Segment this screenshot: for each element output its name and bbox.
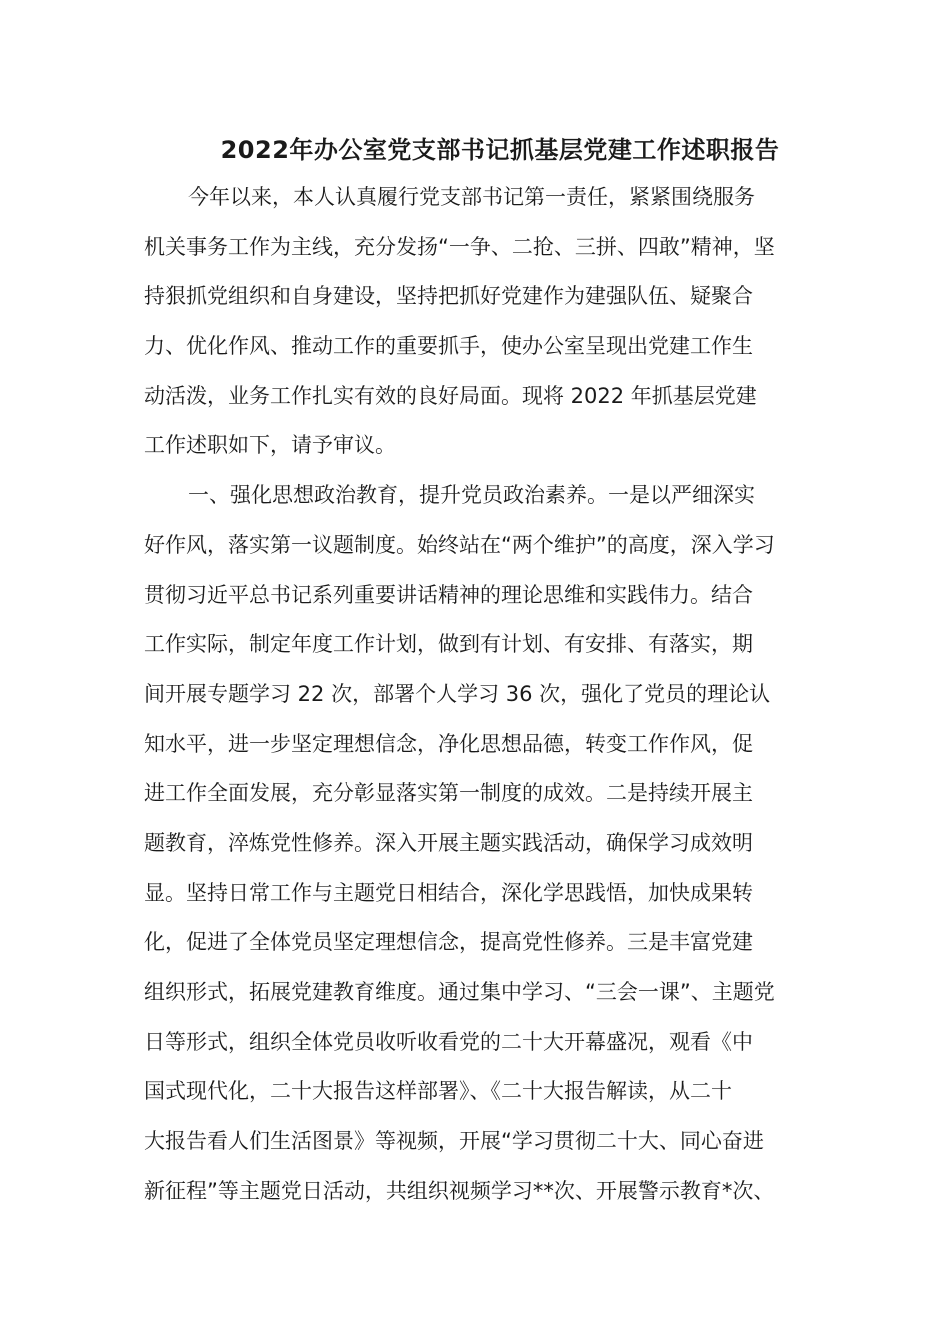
paragraph-line: 进工作全面发展，充分彰显落实第一制度的成效。二是持续开展主 — [144, 781, 753, 806]
document-title: 2022年办公室党支部书记抓基层党建工作述职报告 — [220, 136, 780, 164]
paragraph-line: 题教育，淬炼党性修养。深入开展主题实践活动，确保学习成效明 — [144, 830, 753, 855]
paragraph-line: 工作实际，制定年度工作计划，做到有计划、有安排、有落实，期 — [144, 632, 753, 657]
paragraph-line: 日等形式，组织全体党员收听收看党的二十大开幕盛况，观看《中 — [144, 1029, 753, 1054]
paragraph-line: 国式现代化，二十大报告这样部署》、《二十大报告解读，从二十 — [144, 1079, 732, 1104]
paragraph-line: 组织形式，拓展党建教育维度。通过集中学习、“三会一课”、主题党 — [144, 980, 775, 1004]
paragraph-line: 新征程”等主题党日活动，共组织视频学习**次、开展警示教育*次、 — [144, 1178, 775, 1203]
paragraph-line: 持狠抓党组织和自身建设，坚持把抓好党建作为建强队伍、疑聚合 — [144, 284, 753, 309]
paragraph-line: 一、强化思想政治教育，提升党员政治素养。一是以严细深实 — [188, 483, 755, 508]
paragraph-line: 力、优化作风、推动工作的重要抓手，使办公室呈现出党建工作生 — [144, 334, 753, 359]
paragraph-line: 今年以来，本人认真履行党支部书记第一责任，紧紧围绕服务 — [188, 185, 755, 209]
paragraph-line: 大报告看人们生活图景》等视频，开展“学习贯彻二十大、同心奋进 — [144, 1129, 764, 1154]
document-body — [144, 173, 834, 1216]
paragraph-line: 间开展专题学习 22 次，部署个人学习 36 次，强化了党员的理论认 — [144, 681, 771, 706]
paragraph-line: 显。坚持日常工作与主题党日相结合，深化学思践悟，加快成果转 — [144, 880, 753, 905]
paragraph-line: 机关事务工作为主线，充分发扬“一争、二抢、三拼、四敢”精神，坚 — [144, 234, 775, 259]
paragraph-line: 工作述职如下，请予审议。 — [144, 433, 396, 458]
paragraph-line: 知水平，进一步坚定理想信念，净化思想品德，转变工作作风，促 — [144, 731, 753, 756]
paragraph-line: 动活泼，业务工作扎实有效的良好局面。现将 2022 年抓基层党建 — [144, 383, 757, 408]
paragraph-line: 贯彻习近平总书记系列重要讲话精神的理论思维和实践伟力。结合 — [144, 582, 753, 607]
paragraph-line: 好作风，落实第一议题制度。始终站在“两个维护”的高度，深入学习 — [144, 532, 775, 557]
paragraph-line: 化，促进了全体党员坚定理想信念，提高党性修养。三是丰富党建 — [144, 930, 753, 955]
